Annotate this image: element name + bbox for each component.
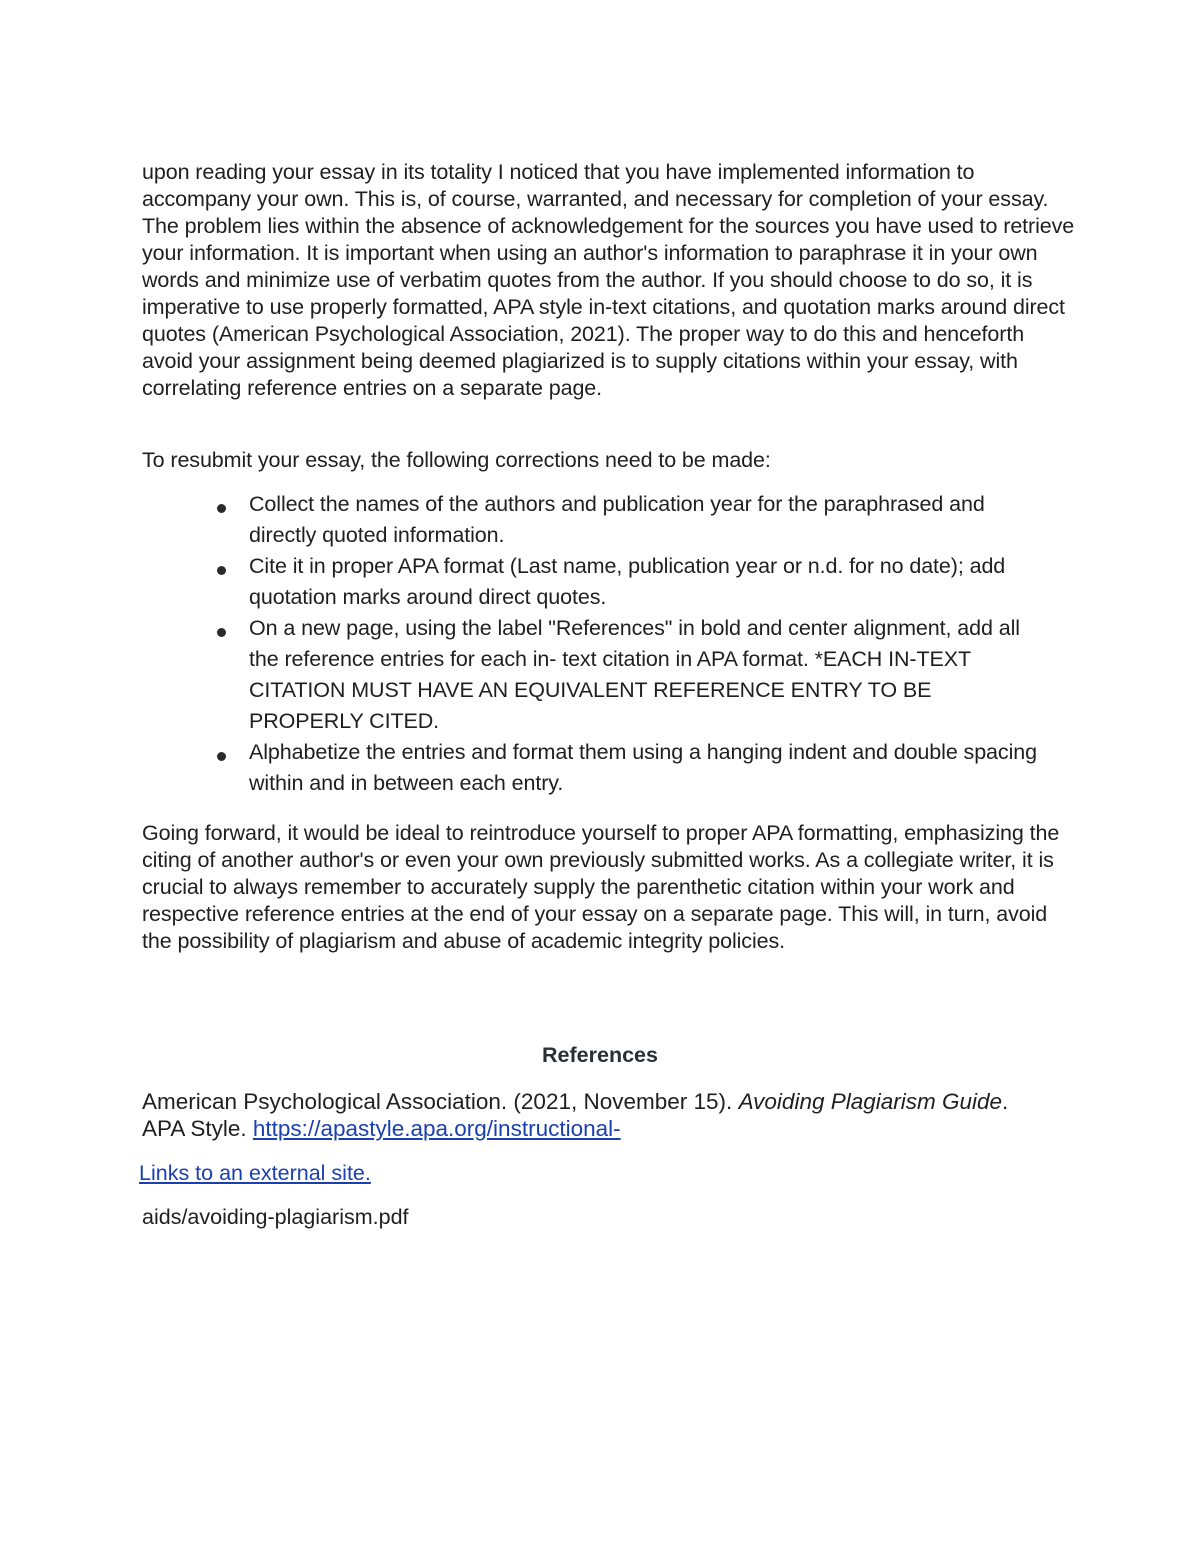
reference-author-date: American Psychological Association. (2021, November 15). [142,1089,733,1114]
list-item-text: Cite it in proper APA format (Last name, publication year or n.d. for no date); add quotation marks around direct quotes. [249,554,1006,609]
closing-paragraph: Going forward, it would be ideal to reintroduce yourself to proper APA formatting, emphasizing the citing of another author's or even your own previously submitted works. As a collegiate writer, it is crucial to always remember to accurately supply the parenthetic citation within your work and respective reference entries at the end of your essay on a separate page. This will, in turn, avoid the possibility of plagiarism and abuse of academic integrity policies. [142,821,1060,953]
corrections-list [0,489,1100,799]
reference-url-link[interactable]: https://apastyle.apa.org/instructional- [252,1116,621,1141]
external-site-link[interactable]: Links to an external site. [139,1161,371,1185]
list-item-text: On a new page, using the label "References" in bold and center alignment, add all the reference entries for each in- text citation in APA format. *EACH IN-TEXT CITATION MUST HAVE AN EQUIVALENT REFERENCE ENTRY TO BE PROPERLY CITED. [249,616,1020,733]
bullet-icon [217,752,226,761]
bullet-icon [217,504,226,513]
list-item [0,737,1039,799]
reference-title-period: . [1002,1089,1009,1114]
references-heading: References [542,1043,658,1067]
list-item-text: Alphabetize the entries and format them using a hanging indent and double spacing within and in between each entry. [249,740,1037,795]
intro-paragraph: upon reading your essay in its totality I noticed that you have implemented information to accompany your own. This is, of course, warranted, and necessary for completion of your essay. The problem lies within the absence of acknowledgement for the sources you have used to retrieve your information. It is important when using an author's information to paraphrase it in your own words and minimize use of verbatim quotes from the author. If you should choose to do so, it is imperative to use properly formatted, APA style in-text citations, and quotation marks around direct quotes (American Psychological Association, 2021). The proper way to do this and henceforth avoid your assignment being deemed plagiarized is to supply citations within your essay, with correlating reference entries on a separate page. [142,160,1075,400]
bullet-icon [217,628,226,637]
list-item [0,613,1039,737]
external-link-line [139,1160,371,1187]
reference-title: Avoiding Plagiarism Guide [738,1089,1003,1114]
list-item [0,489,1039,551]
reference-publisher: APA Style. [142,1116,247,1141]
corrections-lead-in: To resubmit your essay, the following corrections need to be made: [142,448,771,472]
reference-entry [142,1088,1077,1142]
bullet-icon [217,566,226,575]
list-item [0,551,1039,613]
list-item-text: Collect the names of the authors and publication year for the paraphrased and directly quoted information. [249,492,985,547]
reference-url-continuation: aids/avoiding-plagiarism.pdf [142,1205,409,1229]
